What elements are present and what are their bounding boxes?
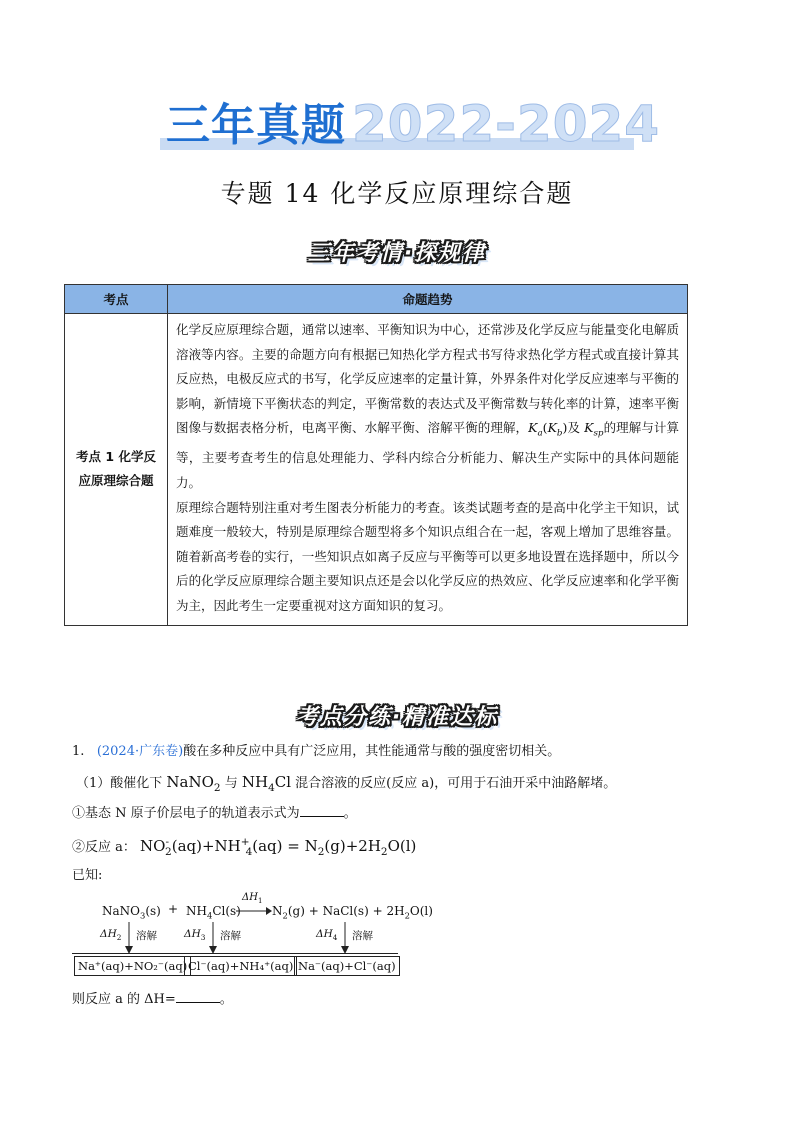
reaction-arrow — [236, 906, 272, 916]
sub1-end: 。 — [343, 806, 357, 821]
ka-symbol: $K_a$ — [528, 420, 543, 439]
reaction-a-equation: $NO^-_2(aq)+NH^+_4(aq) = N_2(g)+2H_2O(l)$ — [140, 836, 417, 858]
trend-text-1: 化学反应原理综合题，通常以速率、平衡知识为中心，还常涉及化学反应与能量变化电解质溶液等内容。主要的命题方向有根据已知热化学方程式书写待求热化学方程式或直接计算其反应热，电极反应式的书写，化学反应速率的定量计算，外界条件对化学反应速率与平衡的影响，新情境下平衡状态的判定，平衡常数的表达式及平衡常数与转化率的计算，速率平衡图像与数据表格分析，电离平衡、水解平衡、溶解平衡的理解， — [176, 322, 679, 436]
dissolve-arrow-1 — [124, 922, 134, 954]
dissolve-label-2: 溶解 — [220, 930, 241, 942]
part1-suffix: 混合溶液的反应(反应 a)，可用于石油开采中油路解堵。 — [291, 776, 617, 791]
delta-h4-label: $\Delta H_4$ — [316, 928, 338, 943]
reactant-nano2: NaNO$_3$(s) — [102, 904, 161, 921]
reactant-nh4cl: $NH_4Cl(s)$ — [186, 904, 241, 921]
banner-title-cn: 三年真题 — [166, 100, 346, 151]
question-number: 1. — [72, 744, 85, 759]
question-stem-text: 酸在多种反应中具有广泛应用，其性能通常与酸的强度密切相关。 — [183, 744, 561, 759]
trend-paragraph-2: 原理综合题特别注重对考生图表分析能力的考查。该类试题考查的是高中化学主干知识，试题难度一般较大，特别是原理综合题型将多个知识点组合在一起，客观上增加了思维容量。随着新高考卷的实行，一些知识点如离子反应与平衡等可以更多地设置在选择题中，所以今后的化学反应原理综合题主要知识点还是会以化学反应的热效应、化学反应速率和化学平衡为主，因此考生一定要重视对这方面知识的复习。 — [176, 499, 679, 614]
final-end: 。 — [219, 992, 233, 1007]
kb-symbol: $(K_b)$及 — [542, 420, 585, 439]
section-heading-practice: 考点分练·精准达标 — [295, 705, 499, 730]
trend-text-1-end: 的理解与计算等，主要考查考生的信息处理能力、学科内综合分析能力、解决生产实际中的具体问题能力。 — [176, 420, 679, 491]
part1-mid: 与 — [220, 776, 242, 791]
dissolve-arrow-3 — [340, 922, 350, 954]
ion-box-2: Cl⁻(aq)+NH₄⁺(aq) — [184, 956, 297, 976]
answer-blank-2[interactable] — [176, 988, 220, 1003]
hess-cycle-diagram — [72, 892, 433, 980]
chem-nh4cl: $NH_4Cl$ — [241, 773, 292, 794]
ion-box-1: Na⁺(aq)+NO₂⁻(aq) — [74, 956, 191, 976]
known-label: 已知: — [72, 868, 103, 883]
dissolve-label-3: 溶解 — [352, 930, 373, 942]
trend-table — [64, 284, 688, 626]
sub2-prefix: ②反应 a： — [72, 840, 136, 855]
divider-line — [72, 953, 398, 954]
question-source[interactable]: (2024·广东卷) — [96, 744, 184, 759]
dissolve-arrow-2 — [208, 922, 218, 954]
final-prefix: 则反应 a 的 ΔH= — [72, 992, 176, 1007]
delta-h3-label: $\Delta H_3$ — [184, 928, 206, 943]
sub-question-2 — [72, 832, 416, 862]
trend-paragraph-1 — [176, 318, 679, 496]
chem-nano2: NaNO$_2$ — [166, 773, 221, 794]
page-subtitle: 专题 14 化学反应原理综合题 — [220, 179, 574, 208]
answer-blank-1[interactable] — [300, 802, 344, 817]
final-question — [72, 988, 233, 1010]
banner-title-years: 2022-2024 — [352, 95, 661, 153]
delta-h2-label: $\Delta H_2$ — [100, 928, 122, 943]
section-heading-trends: 三年考情·探规律 — [307, 241, 487, 266]
sub-question-1 — [72, 802, 357, 824]
table-row-label: 考点 1 化学反应原理综合题 — [65, 314, 168, 626]
sub1-text: ①基态 N 原子价层电子的轨道表示式为 — [72, 806, 300, 821]
products: $N_2(g)$ + NaCl(s) + $2H_2O(l)$ — [272, 904, 433, 921]
ion-box-3: Na⁻(aq)+Cl⁻(aq) — [294, 956, 400, 976]
table-row — [65, 314, 688, 626]
part1-prefix: （1）酸催化下 — [76, 776, 167, 791]
table-header-trend: 命题趋势 — [168, 285, 688, 314]
table-header-row — [65, 285, 688, 314]
plus-sign: + — [168, 902, 179, 916]
delta-h1-label: $\Delta H_1$ — [242, 892, 263, 905]
question-part-1 — [76, 772, 716, 798]
ksp-symbol: $K_{sp}$ — [584, 420, 604, 439]
dissolve-label-1: 溶解 — [136, 930, 157, 942]
table-header-point: 考点 — [65, 285, 168, 314]
table-row-content — [168, 314, 688, 626]
question-1-stem — [72, 742, 712, 762]
